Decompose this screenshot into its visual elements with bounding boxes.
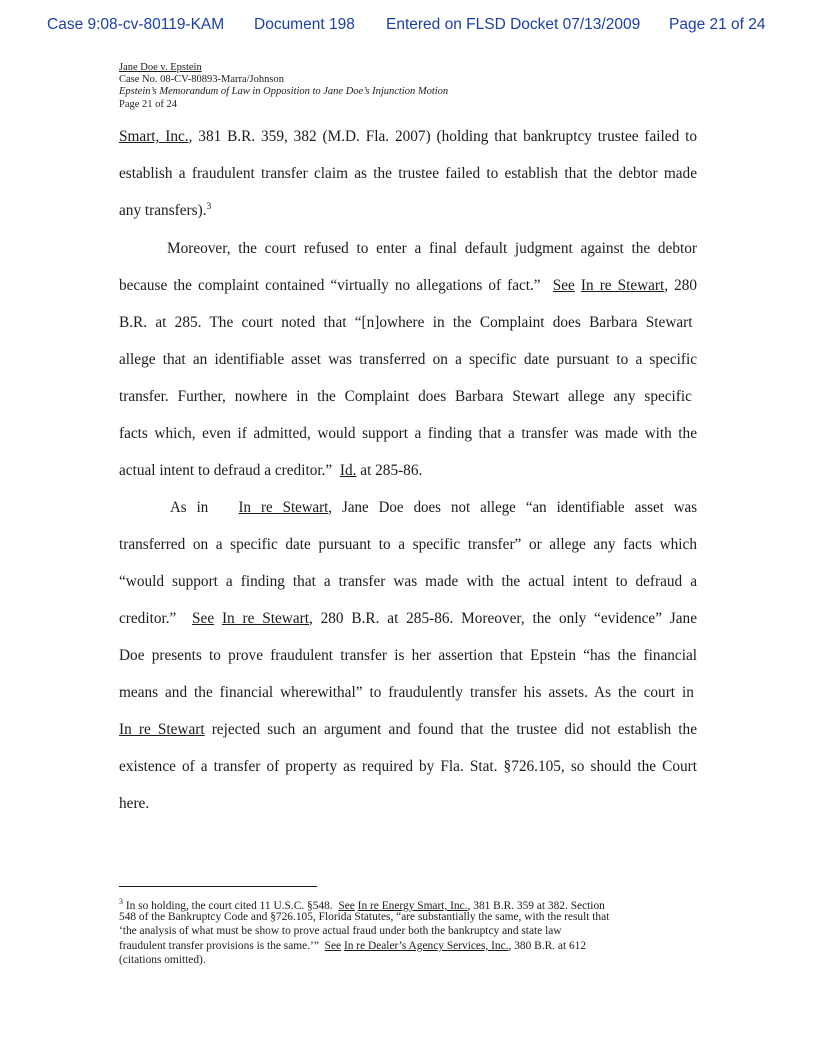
body-line: existence of a transfer of property as required by Fla. Stat. §726.105, so should the Court [119, 758, 697, 775]
body-line: transferred on a specific date pursuant to a specific transfer” or allege any facts which [119, 536, 697, 553]
body-line: allege that an identifiable asset was transferred on a specific date pursuant to a specific [119, 351, 697, 368]
case-citation: In re Stewart [221, 610, 309, 627]
stamp-entered-docket: Entered on FLSD Docket 07/13/2009 [386, 16, 641, 33]
body-line: here. [119, 795, 150, 812]
running-header [119, 62, 448, 111]
signal-id: Id. [339, 462, 357, 479]
body-line: because the complaint contained “virtually no allegations of fact.” See In re Stewart, 280 [119, 277, 697, 294]
stamp-document-number: Document 198 [254, 16, 355, 33]
case-citation: In re Energy Smart, Inc. [357, 899, 468, 912]
body-line: Doe presents to prove fraudulent transfer is her assertion that Epstein “has the financial [119, 647, 697, 664]
signal-see: See [338, 899, 355, 912]
body-line: In re Stewart rejected such an argument and found that the trustee did not establish the [119, 721, 697, 738]
header-case-number: Case No. 08-CV-80893-Marra/Johnson [119, 74, 284, 86]
case-citation: In re Stewart [580, 277, 665, 294]
body-line: transfer. Further, nowhere in the Complaint does Barbara Stewart allege any specific [119, 388, 692, 405]
signal-see: See [324, 940, 342, 952]
footnote-line: 548 of the Bankruptcy Code and §726.105, Florida Statutes, “are substantially the same, with the result that [119, 911, 610, 923]
signal-see: See [192, 610, 215, 627]
body-line: any transfers).$^3$ [119, 202, 212, 220]
footnote-number: 3 [119, 897, 123, 906]
footnote-line: ‘the analysis of what must be show to prove actual fraud under both the bankruptcy and state law [119, 925, 562, 937]
signal-see: See [552, 277, 575, 294]
footnote-separator [119, 886, 317, 887]
header-document-title: Epstein’s Memorandum of Law in Opposition to Jane Doe’s Injunction Motion [119, 86, 449, 98]
filing-stamp [0, 10, 816, 34]
body-line: B.R. at 285. The court noted that “[n]owhere in the Complaint does Barbara Stewart [119, 314, 693, 331]
footnote-line: (citations omitted). [119, 954, 206, 966]
header-caption: Jane Doe v. Epstein [119, 62, 202, 73]
stamp-case-number: Case 9:08-cv-80119-KAM [47, 16, 225, 33]
body-line: Smart, Inc., 381 B.R. 359, 382 (M.D. Fla. 2007) (holding that bankruptcy trustee failed to [119, 128, 697, 145]
footnote-line: $^3$ In so holding, the court cited 11 U.S.C. §548. See In re Energy Smart, Inc., 381 B.R. 359 at 382. Section [119, 897, 605, 912]
footnote-reference: 3 [206, 202, 212, 212]
stamp-page-number: Page 21 of 24 [669, 16, 766, 33]
body-line: facts which, even if admitted, would support a finding that a transfer was made with the [119, 425, 697, 442]
header-page-number: Page 21 of 24 [119, 98, 178, 110]
body-line: actual intent to defraud a creditor.” Id. at 285-86. [119, 462, 423, 479]
body-line: creditor.” See In re Stewart, 280 B.R. at 285-86. Moreover, the only “evidence” Jane [119, 610, 697, 627]
case-citation: Smart, Inc. [119, 128, 189, 145]
body-line: As in In re Stewart, Jane Doe does not allege “an identifiable asset was [170, 499, 697, 516]
case-citation: In re Stewart [238, 499, 329, 516]
body-line: means and the financial wherewithal” to fraudulently transfer his assets. As the court in [119, 684, 694, 701]
case-citation: In re Stewart [119, 721, 205, 738]
body-line: Moreover, the court refused to enter a final default judgment against the debtor [167, 240, 697, 257]
body-line: establish a fraudulent transfer claim as the trustee failed to establish that the debtor made [119, 165, 697, 182]
body-line: “would support a finding that a transfer was made with the actual intent to defraud a [119, 573, 697, 590]
footnote-line: fraudulent transfer provisions is the same.’” See In re Dealer’s Agency Services, Inc., 380 B.R. at 612 [119, 940, 587, 952]
case-citation: In re Dealer’s Agency Services, Inc. [343, 940, 509, 952]
